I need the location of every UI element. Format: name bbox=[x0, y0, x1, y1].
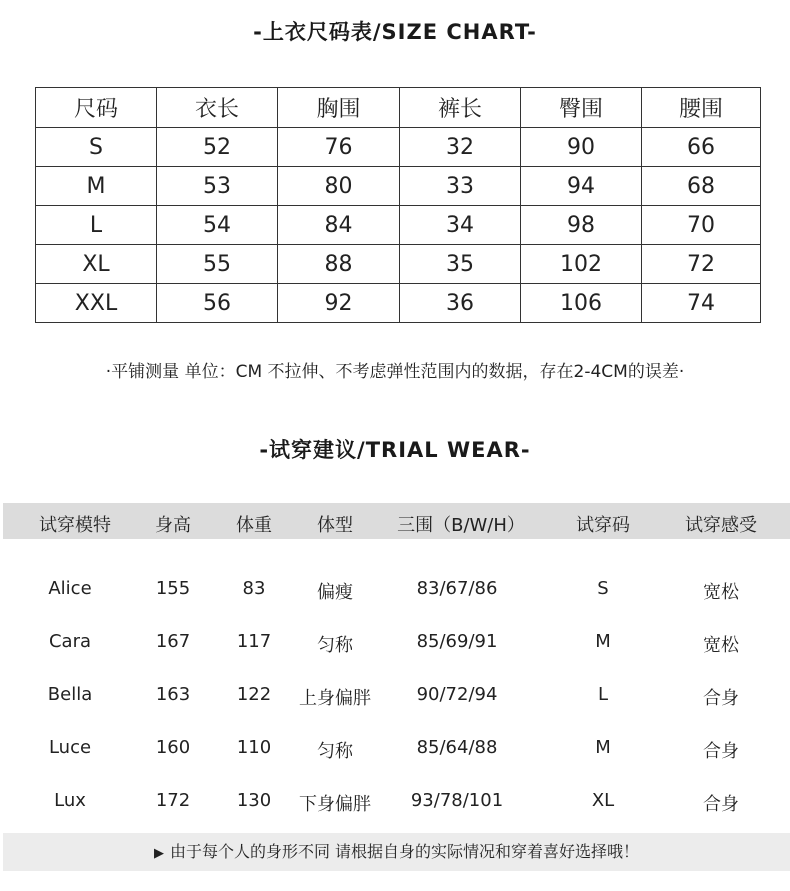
table-cell: 合身 bbox=[703, 794, 739, 815]
table-cell: 122 bbox=[236, 684, 272, 705]
table-cell: 35 bbox=[400, 245, 521, 284]
table-cell: XL bbox=[591, 790, 615, 811]
header-cell: 腰围 bbox=[642, 88, 761, 128]
trial-wear-title: -试穿建议/TRIAL WEAR- bbox=[259, 438, 531, 462]
table-cell: 53 bbox=[157, 167, 278, 206]
table-cell: 36 bbox=[400, 284, 521, 323]
table-cell: 83/67/86 bbox=[416, 578, 498, 599]
table-row bbox=[36, 167, 761, 206]
table-cell: 93/78/101 bbox=[410, 790, 504, 811]
table-row bbox=[36, 128, 761, 167]
table-cell: 偏瘦 bbox=[317, 582, 353, 603]
table-cell: 下身偏胖 bbox=[299, 794, 371, 815]
table-row bbox=[3, 631, 790, 661]
table-cell: Luce bbox=[48, 737, 92, 758]
table-cell: 167 bbox=[155, 631, 191, 652]
table-cell: S bbox=[36, 128, 157, 167]
table-cell: 55 bbox=[157, 245, 278, 284]
table-cell: 上身偏胖 bbox=[299, 688, 371, 709]
trial-header-cell: 体型 bbox=[317, 515, 353, 536]
table-cell: 56 bbox=[157, 284, 278, 323]
table-cell: 90 bbox=[521, 128, 642, 167]
table-cell: M bbox=[36, 167, 157, 206]
table-cell: XXL bbox=[36, 284, 157, 323]
table-cell: 163 bbox=[155, 684, 191, 705]
table-cell: XL bbox=[36, 245, 157, 284]
table-cell: 83 bbox=[242, 578, 266, 599]
table-cell: Cara bbox=[48, 631, 92, 652]
table-cell: 32 bbox=[400, 128, 521, 167]
trial-header-cell: 试穿感受 bbox=[685, 515, 757, 536]
table-cell: 76 bbox=[278, 128, 400, 167]
table-cell: S bbox=[597, 578, 609, 599]
table-cell: 80 bbox=[278, 167, 400, 206]
table-cell: 98 bbox=[521, 206, 642, 245]
table-cell: 85/64/88 bbox=[416, 737, 498, 758]
table-row bbox=[36, 245, 761, 284]
table-cell: 68 bbox=[642, 167, 761, 206]
table-row bbox=[3, 790, 790, 820]
table-cell: 54 bbox=[157, 206, 278, 245]
table-cell: 106 bbox=[521, 284, 642, 323]
table-cell: 84 bbox=[278, 206, 400, 245]
table-cell: L bbox=[597, 684, 609, 705]
table-cell: Lux bbox=[54, 790, 86, 811]
table-cell: 94 bbox=[521, 167, 642, 206]
footer-notice bbox=[3, 833, 790, 871]
table-cell: 92 bbox=[278, 284, 400, 323]
size-chart-table bbox=[35, 87, 761, 323]
table-cell: 155 bbox=[155, 578, 191, 599]
table-row bbox=[3, 737, 790, 767]
table-cell: L bbox=[36, 206, 157, 245]
table-cell: 34 bbox=[400, 206, 521, 245]
table-cell: 74 bbox=[642, 284, 761, 323]
trial-header-row bbox=[3, 503, 790, 539]
table-cell: 合身 bbox=[703, 688, 739, 709]
table-cell: 宽松 bbox=[703, 635, 739, 656]
trial-header-cell: 试穿码 bbox=[576, 515, 630, 536]
trial-header-cell: 试穿模特 bbox=[39, 515, 111, 536]
table-cell: 85/69/91 bbox=[416, 631, 498, 652]
table-cell: Alice bbox=[48, 578, 92, 599]
table-cell: 110 bbox=[236, 737, 272, 758]
table-cell: 172 bbox=[155, 790, 191, 811]
table-cell: 70 bbox=[642, 206, 761, 245]
table-cell: 52 bbox=[157, 128, 278, 167]
table-row bbox=[3, 578, 790, 608]
header-cell: 裤长 bbox=[400, 88, 521, 128]
size-chart-title: -上衣尺码表/SIZE CHART- bbox=[253, 20, 537, 44]
header-cell: 臀围 bbox=[521, 88, 642, 128]
trial-header-cell: 体重 bbox=[236, 515, 272, 536]
table-cell: 匀称 bbox=[317, 741, 353, 762]
table-cell: 117 bbox=[236, 631, 272, 652]
trial-header-cell: 三围（B/W/H） bbox=[397, 515, 525, 536]
measurement-note: ·平铺测量 单位：CM 不拉伸、不考虑弹性范围内的数据，存在2-4CM的误差· bbox=[105, 362, 685, 382]
table-cell: 130 bbox=[236, 790, 272, 811]
table-cell: 72 bbox=[642, 245, 761, 284]
size-chart-header-row bbox=[36, 88, 761, 128]
table-cell: M bbox=[595, 631, 611, 652]
header-cell: 胸围 bbox=[278, 88, 400, 128]
table-cell: 88 bbox=[278, 245, 400, 284]
play-triangle-icon: ▶ bbox=[153, 846, 164, 861]
table-row bbox=[3, 684, 790, 714]
table-cell: 66 bbox=[642, 128, 761, 167]
header-cell: 衣长 bbox=[157, 88, 278, 128]
table-cell: 160 bbox=[155, 737, 191, 758]
table-cell: 宽松 bbox=[703, 582, 739, 603]
table-row bbox=[36, 284, 761, 323]
table-cell: M bbox=[595, 737, 611, 758]
table-cell: 102 bbox=[521, 245, 642, 284]
footer-text: 由于每个人的身形不同 请根据自身的实际情况和穿着喜好选择哦！ bbox=[169, 842, 640, 861]
table-cell: 匀称 bbox=[317, 635, 353, 656]
header-cell: 尺码 bbox=[36, 88, 157, 128]
trial-header-cell: 身高 bbox=[155, 515, 191, 536]
table-row bbox=[36, 206, 761, 245]
table-cell: 90/72/94 bbox=[416, 684, 498, 705]
table-cell: Bella bbox=[47, 684, 93, 705]
table-cell: 33 bbox=[400, 167, 521, 206]
table-cell: 合身 bbox=[703, 741, 739, 762]
